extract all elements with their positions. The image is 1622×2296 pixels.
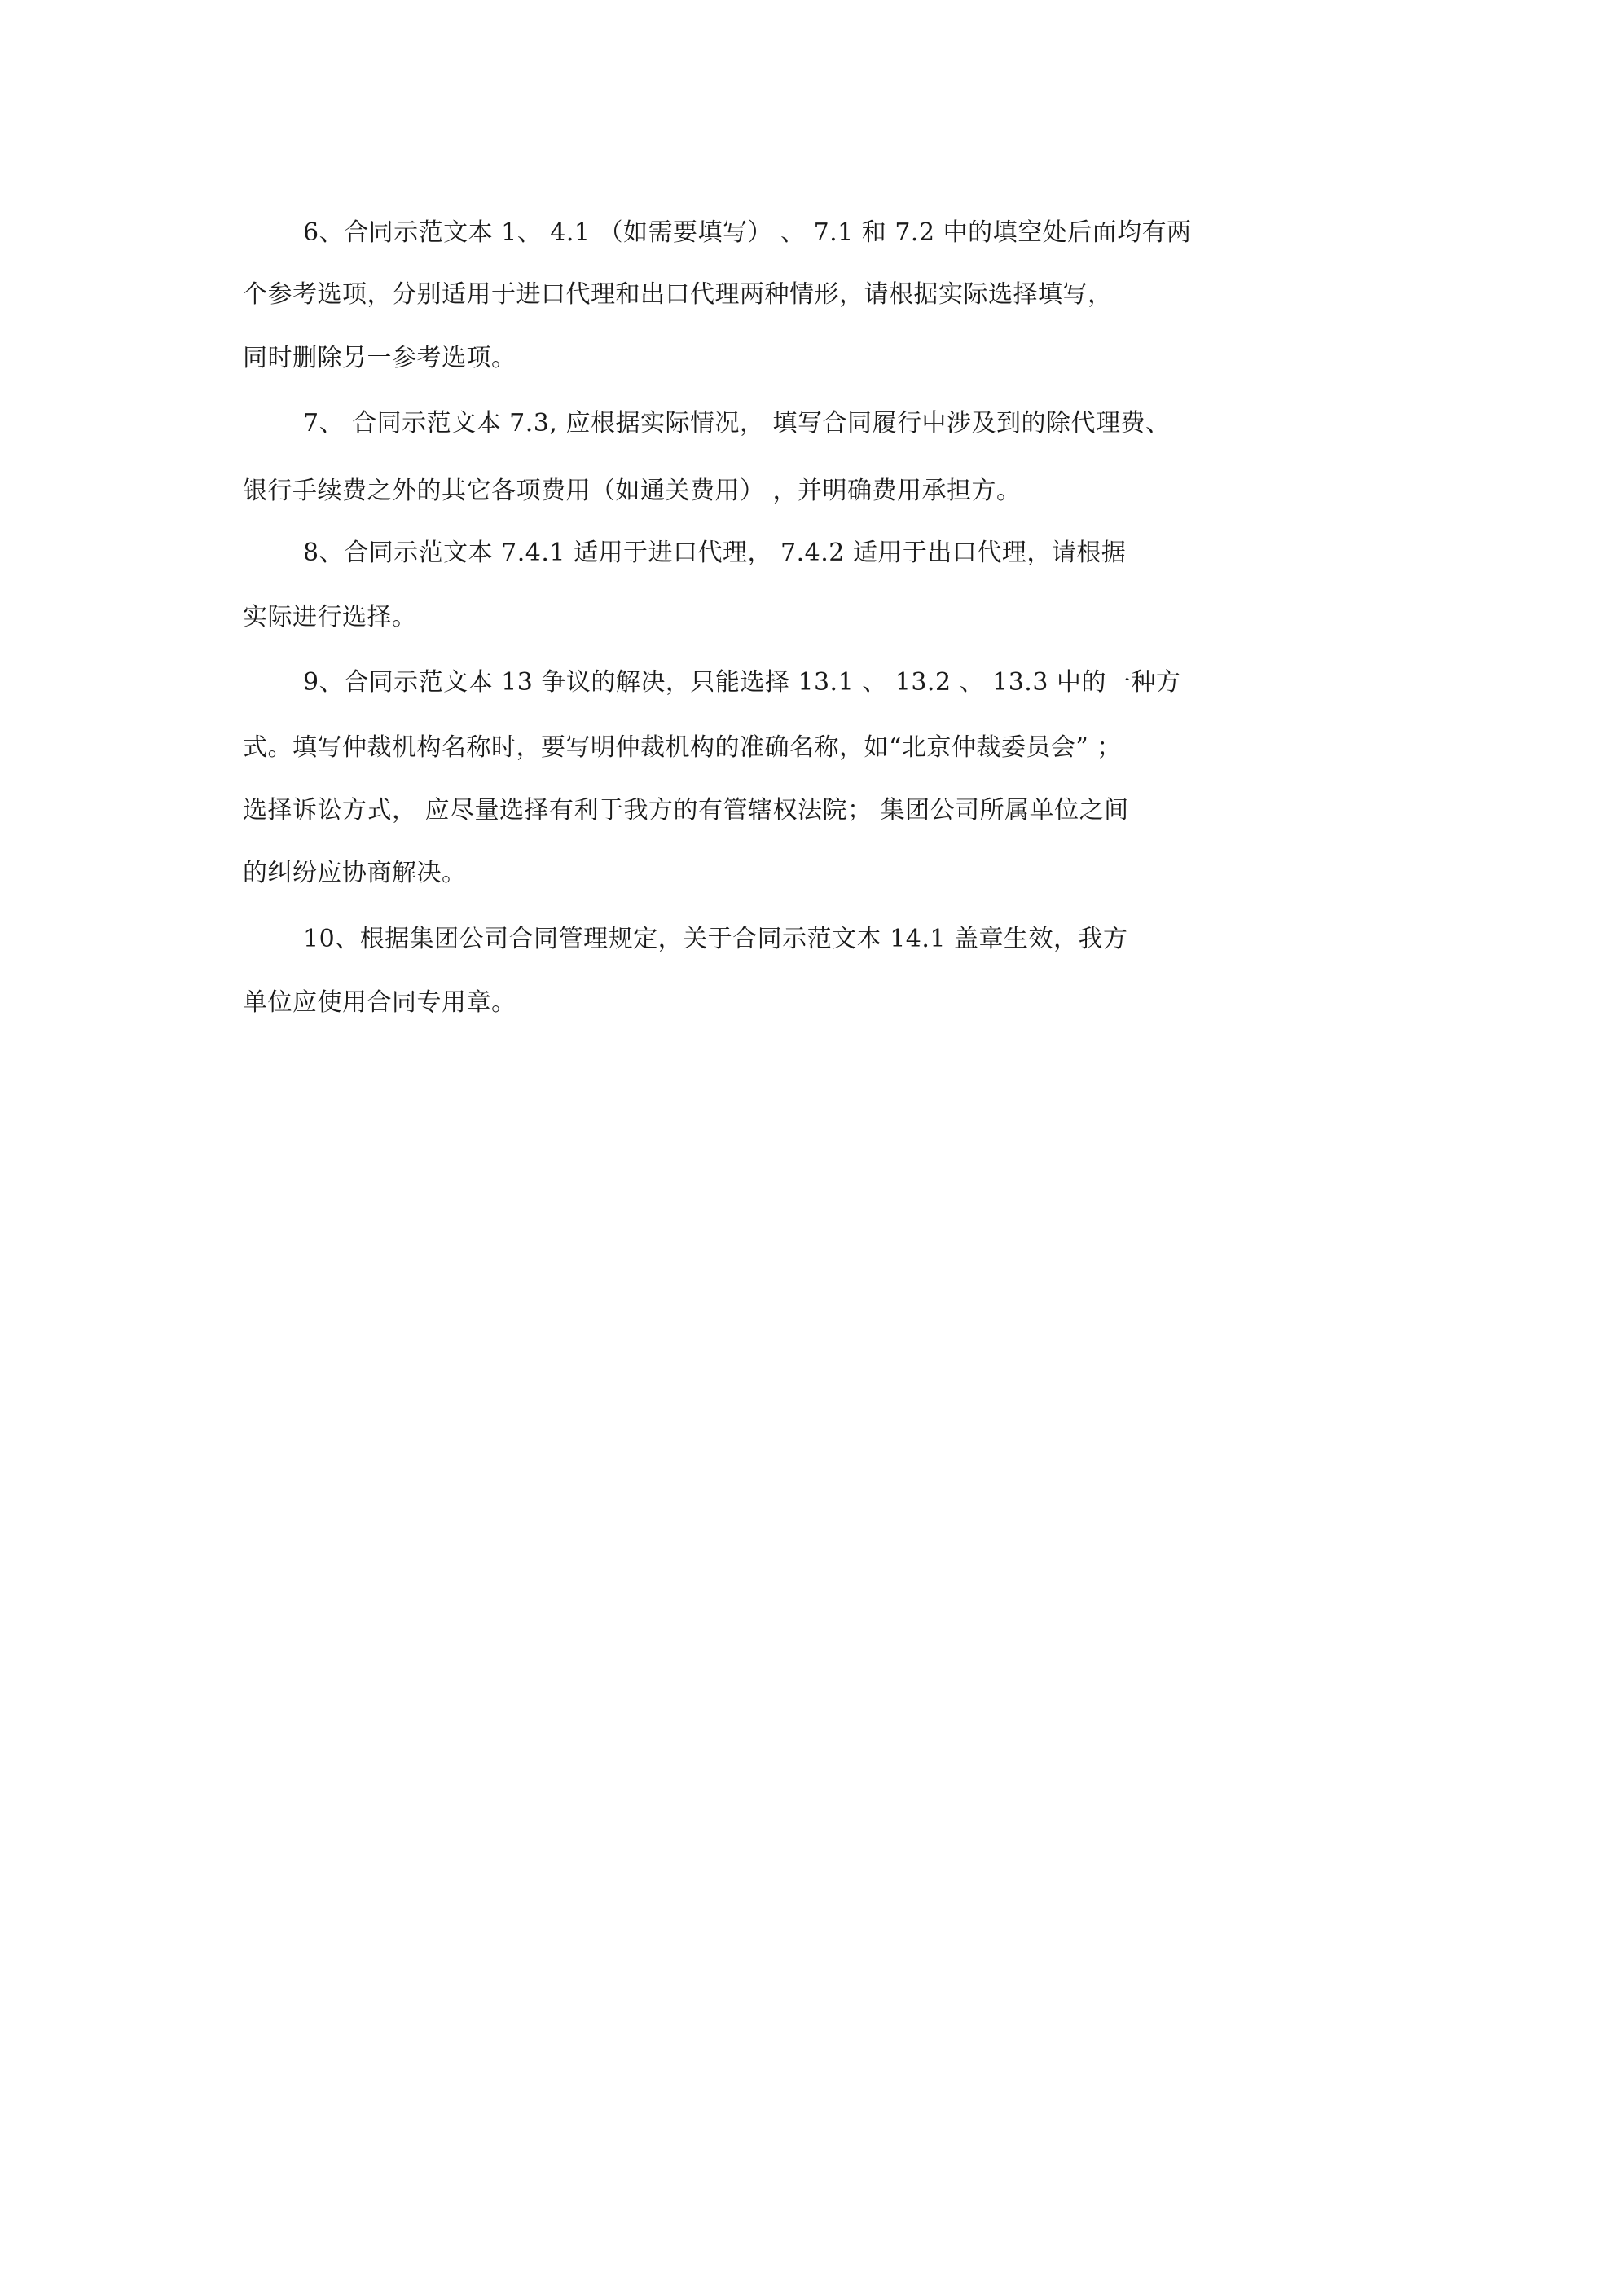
- paragraph-6-line-3: 同时删除另一参考选项。: [243, 344, 516, 372]
- paragraph-8-line-1: 8、合同示范文本 7.4.1 适用于进口代理， 7.4.2 适用于出口代理，请根据: [303, 539, 1127, 567]
- paragraph-8-line-2: 实际进行选择。: [243, 603, 417, 631]
- paragraph-7-line-1: 7、 合同示范文本 7.3, 应根据实际情况， 填写合同履行中涉及到的除代理费、: [303, 409, 1171, 438]
- paragraph-9-line-2: 式。填写仲裁机构名称时，要写明仲裁机构的准确名称，如“北京仲裁委员会” ；: [243, 733, 1122, 762]
- paragraph-9-line-4: 的纠纷应协商解决。: [243, 859, 467, 887]
- paragraph-7-line-2: 银行手续费之外的其它各项费用（如通关费用） ，并明确费用承担方。: [243, 477, 1022, 505]
- paragraph-6-line-2: 个参考选项，分别适用于进口代理和出口代理两种情形，请根据实际选择填写，: [243, 280, 1113, 309]
- paragraph-6-line-1: 6、合同示范文本 1、 4.1 （如需要填写） 、 7.1 和 7.2 中的填空处后面均有两: [303, 218, 1192, 247]
- paragraph-9-line-3: 选择诉讼方式， 应尽量选择有利于我方的有管辖权法院； 集团公司所属单位之间: [243, 796, 1129, 825]
- paragraph-10-line-2: 单位应使用合同专用章。: [243, 988, 516, 1017]
- paragraph-10-line-1: 10、根据集团公司合同管理规定，关于合同示范文本 14.1 盖章生效，我方: [303, 925, 1128, 953]
- paragraph-9-line-1: 9、合同示范文本 13 争议的解决，只能选择 13.1 、 13.2 、 13.3 中的一种方: [303, 668, 1181, 697]
